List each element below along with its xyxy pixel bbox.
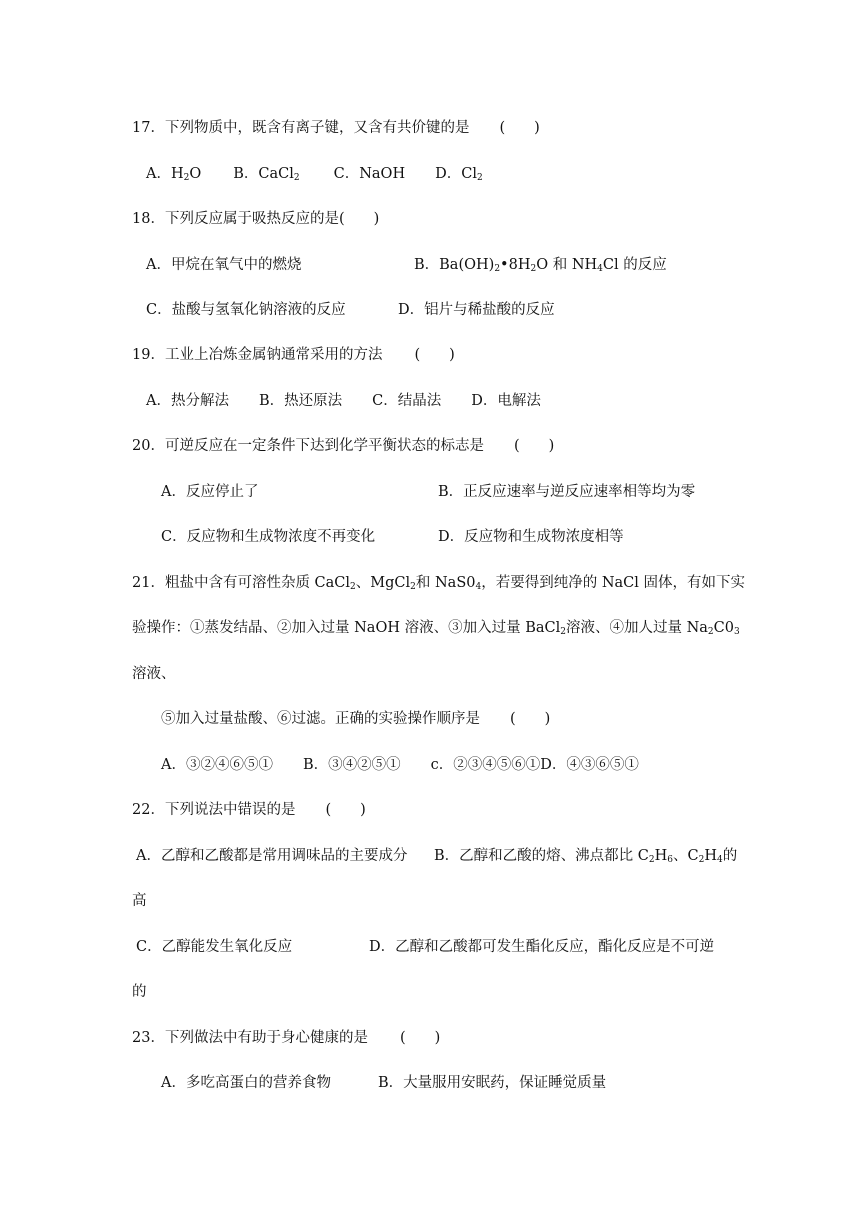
answer-paren: ( ) <box>510 711 551 727</box>
option-b: B．CaCl$_2$ <box>233 166 300 183</box>
question-21-line-1: 21．粗盐中含有可溶性杂质 CaCl$_2$、MgCl$_2$和 $NaS0_4$，若要得到纯净的 NaCl 固体，有如下实 <box>132 575 745 592</box>
answer-paren: ( ) <box>414 347 455 363</box>
question-20-stem: 20．可逆反应在一定条件下达到化学平衡状态的标志是 ( ) <box>132 438 555 454</box>
question-17-stem: 17．下列物质中，既含有离子键，又含有共价键的是 ( ) <box>132 120 540 136</box>
question-18-option-a: A．甲烷在氧气中的燃烧 <box>146 257 302 273</box>
question-18-option-d: D．铝片与稀盐酸的反应 <box>398 302 555 318</box>
question-18-stem: 18．下列反应属于吸热反应的是( ) <box>132 211 380 227</box>
question-21-line-2: 验操作：①蒸发结晶、②加入过量 NaOH 溶液、③加入过量 BaCl$_2$溶液、④加人过量 $Na_2C0_3$ <box>132 620 740 637</box>
option-a: A．③②④⑥⑤① <box>161 757 273 773</box>
question-23-stem: 23．下列做法中有助于身心健康的是 ( ) <box>132 1030 441 1046</box>
option-cd: c．②③④⑤⑥①D．④③⑥⑤① <box>430 757 639 773</box>
question-20-option-a: A．反应停止了 <box>161 484 259 500</box>
option-d: D．电解法 <box>471 393 541 409</box>
answer-paren: ( ) <box>499 120 540 136</box>
option-a: A．热分解法 <box>146 393 229 409</box>
answer-paren: ( ) <box>325 802 366 818</box>
question-20-option-b: B．正反应速率与逆反应速率相等均为零 <box>438 484 696 500</box>
question-20-option-c: C．反应物和生成物浓度不再变化 <box>161 529 376 545</box>
question-21-line-4: ⑤加入过量盐酸、⑥过滤。正确的实验操作顺序是 ( ) <box>161 711 551 727</box>
question-22-option-d-continued: 的 <box>132 984 147 1000</box>
question-17-options <box>146 164 483 184</box>
question-23-option-b: B．大量服用安眠药，保证睡觉质量 <box>378 1075 607 1091</box>
question-21-line-3: 溶液、 <box>132 666 176 682</box>
question-22-stem: 22．下列说法中错误的是 ( ) <box>132 802 366 818</box>
option-c: C．结晶法 <box>372 393 442 409</box>
question-22-option-b: B．乙醇和乙酸的熔、沸点都比 $C_2H_6$、$C_2H_4$的 <box>434 848 738 865</box>
question-22-option-b-continued: 高 <box>132 893 147 909</box>
question-23-option-a: A．多吃高蛋白的营养食物 <box>161 1075 331 1091</box>
question-18-option-b: B．$Ba(OH)_2•8H_2O$ 和 $NH_4Cl$ 的反应 <box>414 257 667 274</box>
question-21-options <box>161 755 639 775</box>
option-b: B．③④②⑤① <box>302 757 401 773</box>
option-b: B．热还原法 <box>258 393 343 409</box>
question-19-stem: 19．工业上冶炼金属钠通常采用的方法 ( ) <box>132 347 455 363</box>
question-19-options <box>146 391 541 411</box>
option-a: A．$H_2O$ <box>146 166 202 183</box>
question-22-option-a: A．乙醇和乙酸都是常用调味品的主要成分 <box>136 848 408 864</box>
question-22-option-d: D．乙醇和乙酸都可发生酯化反应，酯化反应是不可逆 <box>369 939 715 955</box>
question-18-option-c: C．盐酸与氢氧化钠溶液的反应 <box>146 302 346 318</box>
option-c: C．NaOH <box>333 166 406 182</box>
question-20-option-d: D．反应物和生成物浓度相等 <box>438 529 624 545</box>
answer-paren: ( ) <box>513 438 555 454</box>
option-d: D．$Cl_2$ <box>435 166 483 183</box>
question-22-option-c: C．乙醇能发生氧化反应 <box>136 939 293 955</box>
answer-paren: ( ) <box>399 1030 441 1046</box>
